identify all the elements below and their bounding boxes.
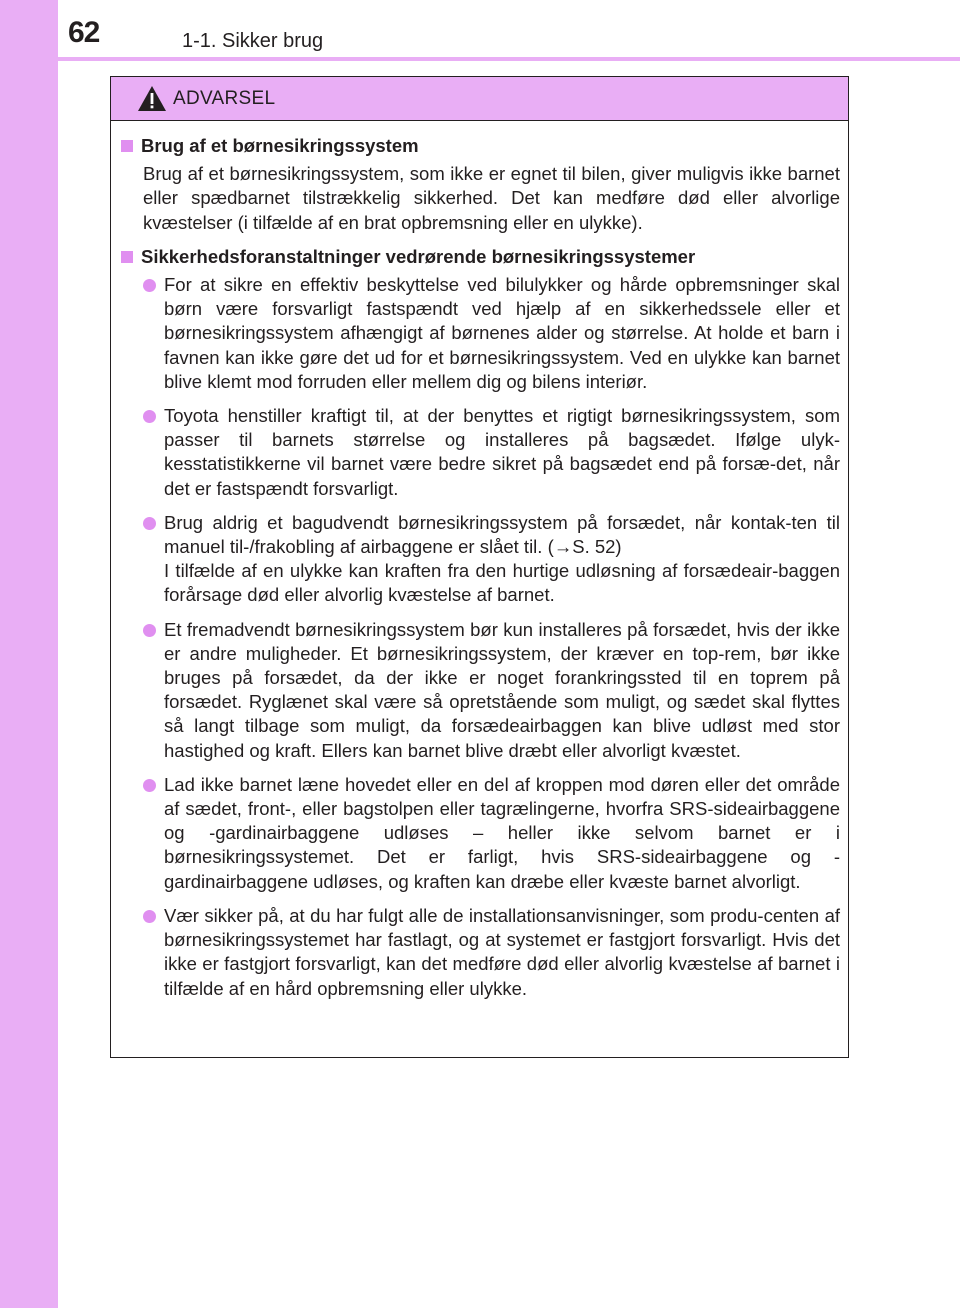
- warning-box: [110, 76, 849, 1058]
- list-item-text-group: [164, 511, 840, 608]
- square-bullet-icon: [121, 251, 133, 263]
- section-title: 1-1. Sikker brug: [182, 30, 324, 52]
- round-bullet-icon: [143, 624, 156, 637]
- warning-triangle-icon: [137, 85, 167, 112]
- list-item: [143, 618, 840, 763]
- section-heading: [119, 134, 840, 158]
- list-item: [143, 904, 840, 1001]
- list-item-text: Et fremadvendt børnesikringssystem bør kun installeres på forsædet, hvis der ikke er andre muligheder. Et børnesikringssystem, der kræver en top-rem, bør ikke bruges på forsædet, da der ikke er noget forankringssted til en toprem på forsædet. Ryglænet skal være så opretstående som muligt, og sædet skal flyttes så langt tilbage som muligt, da forsædeairbaggen kan blive udløst med stor hastighed og kraft. Ellers kan barnet blive dræbt eller alvorligt kvæstet.: [164, 618, 840, 761]
- round-bullet-icon: [143, 910, 156, 923]
- list-item-text: Toyota henstiller kraftigt til, at der benyttes et rigtigt børnesikringssystem, som passer til barnets størrelse og installeres på bagsædet. Ifølge ulyk-kesstatistikkerne vil barnet være bedre sikret på bagsædet end på forsæ-det, når det er fastspændt forsvarligt.: [164, 405, 840, 499]
- list-item-text: Lad ikke barnet læne hovedet eller en del af kroppen mod døren eller det område af sædet, front-, eller bagstolpen eller tagrælingerne, hvorfra SRS-sideairbaggene og -gardinairbaggene udløses – heller ikke selvom barnet er i børnesikringssystemet. Det er farligt, hvis SRS-sideairbaggene og -gardinairbaggene udløses, og kraften kan dræbe eller kvæste barnet alvorligt.: [164, 773, 840, 892]
- section-heading-text: Brug af et børnesikringssystem: [141, 135, 419, 156]
- round-bullet-icon: [143, 779, 156, 792]
- list-item: [143, 511, 840, 608]
- warning-header: [111, 77, 848, 121]
- round-bullet-icon: [143, 410, 156, 423]
- round-bullet-icon: [143, 279, 156, 292]
- list-item: [143, 404, 840, 501]
- list-item-text: Vær sikker på, at du har fulgt alle de installationsanvisninger, som produ-centen af børnesikringssystemet har fastlagt, og at systemet er fastgjort forsvarligt. Hvis det ikke er fastgjort forsvarligt, kan det medføre død eller alvorlig kvæstelse af barnet i tilfælde af en hård opbremsning eller ulykke.: [164, 904, 840, 999]
- square-bullet-icon: [121, 140, 133, 152]
- section-heading-text: Sikkerhedsforanstaltninger vedrørende børnesikringssystemer: [141, 245, 696, 267]
- list-item-text: Brug aldrig et bagudvendt børnesikringssystem på forsædet, når kontak-ten til manuel til-/frakobling af airbaggene er slået til. (→S. 52): [164, 511, 840, 558]
- page-number: 62: [68, 16, 100, 49]
- section-heading: [119, 245, 840, 269]
- header-divider: [58, 57, 960, 61]
- list-item-text-continuation: I tilfælde af en ulykke kan kraften fra den hurtige udløsning af forsædeair-baggen forårsage død eller alvorlig kvæstelse af barnet.: [164, 560, 840, 606]
- warning-label: ADVARSEL: [173, 88, 276, 109]
- warning-content: [111, 121, 848, 1001]
- list-item: [143, 273, 840, 394]
- round-bullet-icon: [143, 517, 156, 530]
- list-item-text: For at sikre en effektiv beskyttelse ved bilulykker og hårde opbremsninger skal børn være forsvarligt fastspændt ved hjælp af en sikkerhedssele eller et børnesikringssystem afhængigt af børnenes alder og størrelse. At holde et barn i favnen kan ikke gøre det ud for et børnesikringssystem. Ved en ulykke kan barnet blive klemt mod forruden eller mellem dig og bilens interiør.: [164, 274, 840, 392]
- section-paragraph: Brug af et børnesikringssystem, som ikke er egnet til bilen, giver muligvis ikke barnet eller spædbarnet tilstrækkelig sikkerhed. Det kan medføre død eller alvorlige kvæstelser (i tilfælde af en brat opbremsning eller en ulykke).: [143, 163, 840, 233]
- side-color-strip: [0, 0, 58, 1308]
- list-item: [143, 773, 840, 894]
